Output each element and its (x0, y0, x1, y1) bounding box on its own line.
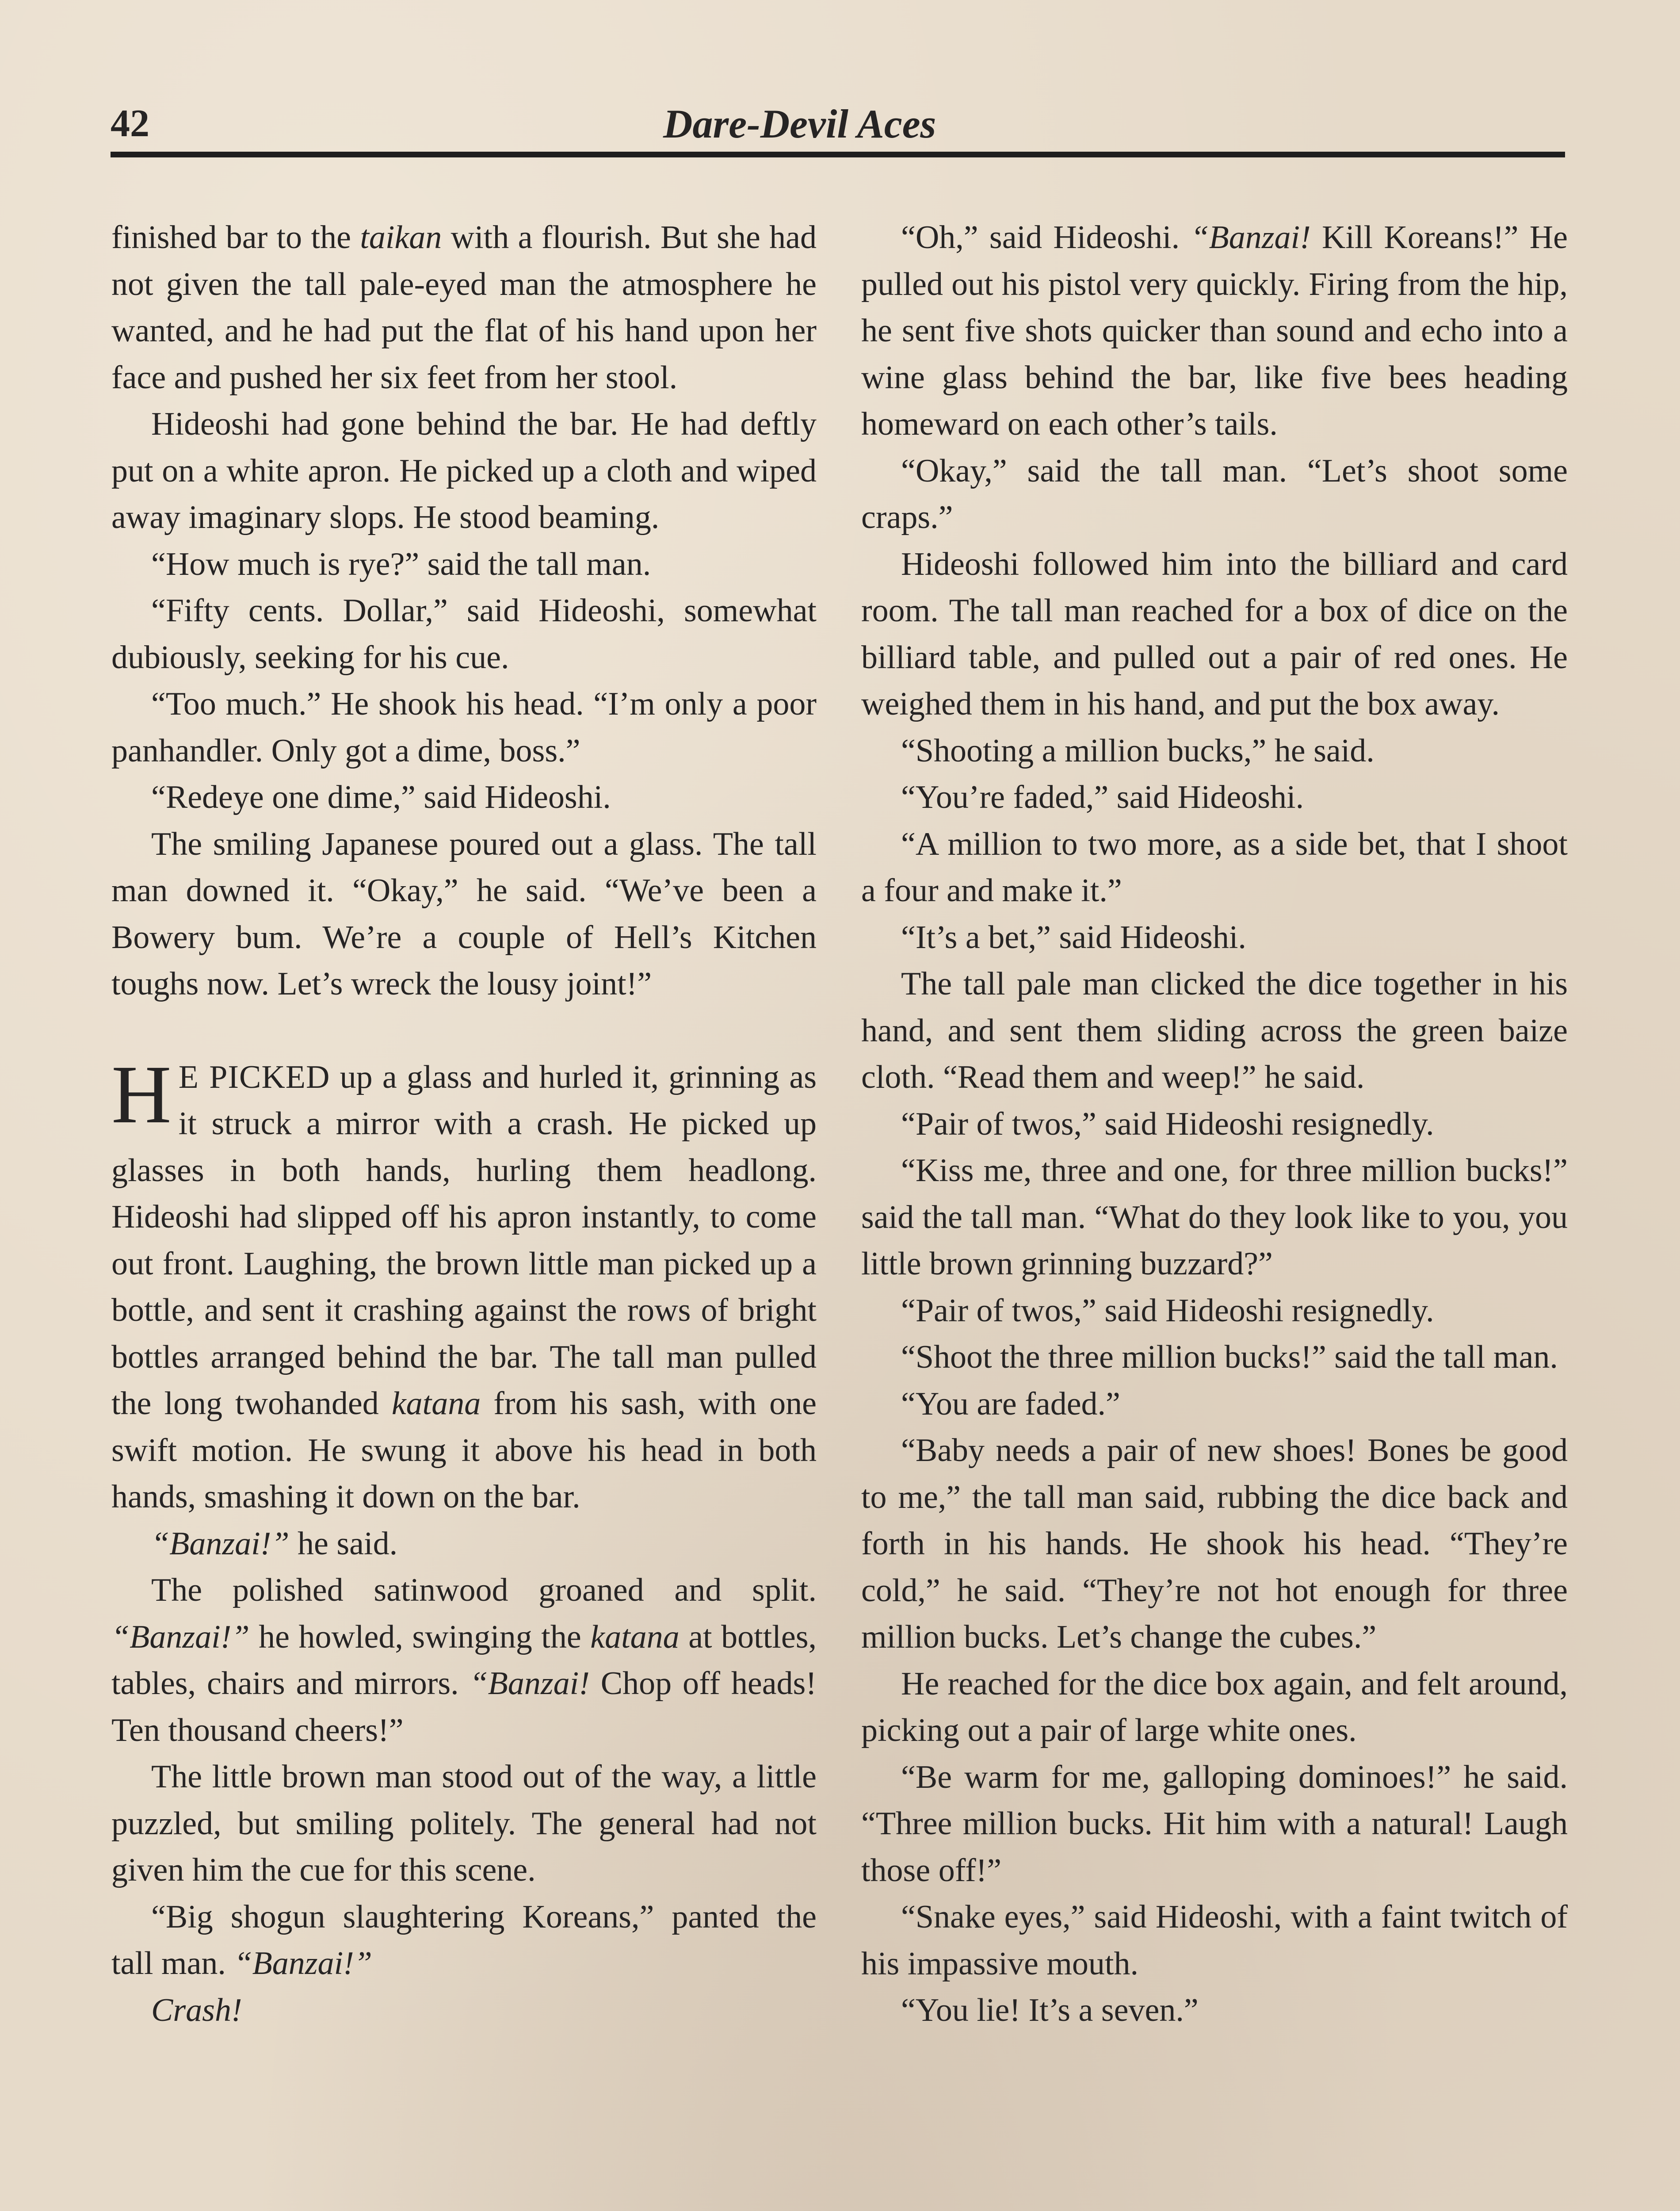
paragraph: “Be warm for me, galloping dominoes!” he said. “Three million bucks. Hit him with a natural! Laugh those off!” (861, 1759, 1568, 1889)
text-run: “Big shogun slaughtering Koreans,” panted the tall man. (111, 1898, 817, 1981)
paragraph: “Kiss me, three and one, for three million bucks!” said the tall man. “What do they look like to you, you little brown grinning buzzard?” (861, 1152, 1568, 1282)
paragraph: The smiling Japanese poured out a glass. The tall man downed it. “Okay,” he said. “We’ve been a Bowery bum. We’re a couple of Hell’s Kitchen toughs now. Let’s wreck the lousy joint!” (111, 826, 817, 1002)
running-title: Dare-Devil Aces (663, 101, 936, 146)
paragraph (111, 1567, 817, 1754)
italic-word: “Banzai! (1191, 219, 1311, 256)
paragraph: Hideoshi followed him into the billiard and card room. The tall man reached for a box of dice on the billiard table, and pulled out a pair of red ones. He weighed them in his hand, and put the box away. (861, 546, 1568, 722)
paragraph: The little brown man stood out of the way, a little puzzled, but smiling politely. The general had not given him the cue for this scene. (111, 1759, 817, 1888)
italic-word: “Banzai! (470, 1665, 590, 1702)
text-run: Chop off heads! Ten thousand cheers!” (111, 1665, 817, 1748)
italic-word: katana (391, 1385, 481, 1422)
paragraph (111, 1521, 817, 1568)
text-run: he howled, swinging the (249, 1618, 591, 1655)
italic-word: Crash! (151, 1992, 242, 2028)
left-column (111, 214, 817, 2034)
page-number: 42 (111, 102, 149, 145)
italic-word: katana (590, 1618, 680, 1655)
paragraph: “Shoot the three million bucks!” said the tall man. (901, 1339, 1558, 1375)
paragraph: “Pair of twos,” said Hideoshi resignedly. (901, 1106, 1434, 1142)
right-column (861, 214, 1568, 2034)
paragraph (111, 1894, 817, 1987)
text-run: he said. (289, 1525, 398, 1562)
paragraph: “Baby needs a pair of new shoes! Bones be good to me,” the tall man said, rubbing the dice back and forth in his hands. He shook his head. “They’re cold,” he said. “They’re not hot enough for three million bucks. Let’s change the cubes.” (861, 1432, 1568, 1655)
paragraph: Hideoshi had gone behind the bar. He had deftly put on a white apron. He picked up a cloth and wiped away imaginary slops. He stood beaming. (111, 406, 817, 536)
text-run: Kill Koreans!” He pulled out his pistol very quickly. Firing from the hip, he sent five shots quicker than sound and echo into a wine glass behind the bar, like five bees heading homeward on each other’s tails. (861, 219, 1568, 442)
paragraph: “Fifty cents. Dollar,” said Hideoshi, somewhat dubiously, seeking for his cue. (111, 593, 817, 676)
text-run: The polished satinwood groaned and split. (151, 1572, 817, 1608)
paragraph: “You lie! It’s a seven.” (901, 1992, 1199, 2028)
paragraph: “How much is rye?” said the tall man. (151, 546, 651, 582)
paragraph: “It’s a bet,” said Hideoshi. (901, 919, 1246, 956)
italic-word: “Banzai!” (151, 1525, 290, 1562)
paragraph: The tall pale man clicked the dice together in his hand, and sent them sliding across the green baize cloth. “Read them and weep!” he said. (861, 966, 1568, 1095)
text-run: “Oh,” said Hideoshi. (901, 219, 1191, 256)
text-run: with a flourish. But she had not given the tall pale-eyed man the atmosphere he wanted, and he had put the flat of his hand upon her face and pushed her six feet from her stool. (111, 219, 817, 396)
italic-word: “Banzai!” (234, 1945, 372, 1981)
paragraph: “Pair of twos,” said Hideoshi resignedly. (901, 1292, 1434, 1329)
italic-word: “Banzai!” (111, 1618, 250, 1655)
drop-cap: H (111, 1048, 172, 1140)
text-run: from his sash, with one swift motion. He swung it above his head in both hands, smashing it down on the bar. (111, 1385, 817, 1515)
paragraph: He reached for the dice box again, and felt around, picking out a pair of large white ones. (861, 1665, 1568, 1748)
paragraph: “You are faded.” (901, 1385, 1120, 1422)
paragraph (861, 214, 1568, 448)
paragraph: “Too much.” He shook his head. “I’m only a poor panhandler. Only got a dime, boss.” (111, 686, 817, 769)
paragraph: “Snake eyes,” said Hideoshi, with a faint twitch of his impassive mouth. (861, 1899, 1568, 1982)
paragraph: “You’re faded,” said Hideoshi. (901, 779, 1304, 815)
paragraph: “Okay,” said the tall man. “Let’s shoot some craps.” (861, 452, 1568, 536)
text-run: up a glass and hurled it, grinning as it struck a mirror with a crash. He picked up glasses in both hands, hurling them headlong. Hideoshi had slipped off his apron instantly, to come out front. Laughing, the brown little man picked up a bottle, and sent it crashing against the rows of bright bottles arranged behind the bar. The tall man pulled the long twohanded (111, 1059, 817, 1422)
paragraph: “A million to two more, as a side bet, that I shoot a four and make it.” (861, 826, 1568, 909)
paragraph (111, 1987, 817, 2034)
page-header (111, 95, 1565, 157)
text-run: finished bar to the (111, 219, 360, 256)
lead-in-caps: E PICKED (178, 1059, 330, 1095)
paragraph: “Redeye one dime,” said Hideoshi. (151, 779, 611, 815)
header-rule (111, 152, 1565, 157)
italic-word: taikan (360, 219, 442, 256)
paragraph (111, 214, 817, 401)
section-paragraph (111, 1048, 817, 1521)
paragraph: “Shooting a million bucks,” he said. (901, 732, 1375, 769)
text-run: at bottles, tables, chairs and mirrors. (111, 1618, 817, 1702)
